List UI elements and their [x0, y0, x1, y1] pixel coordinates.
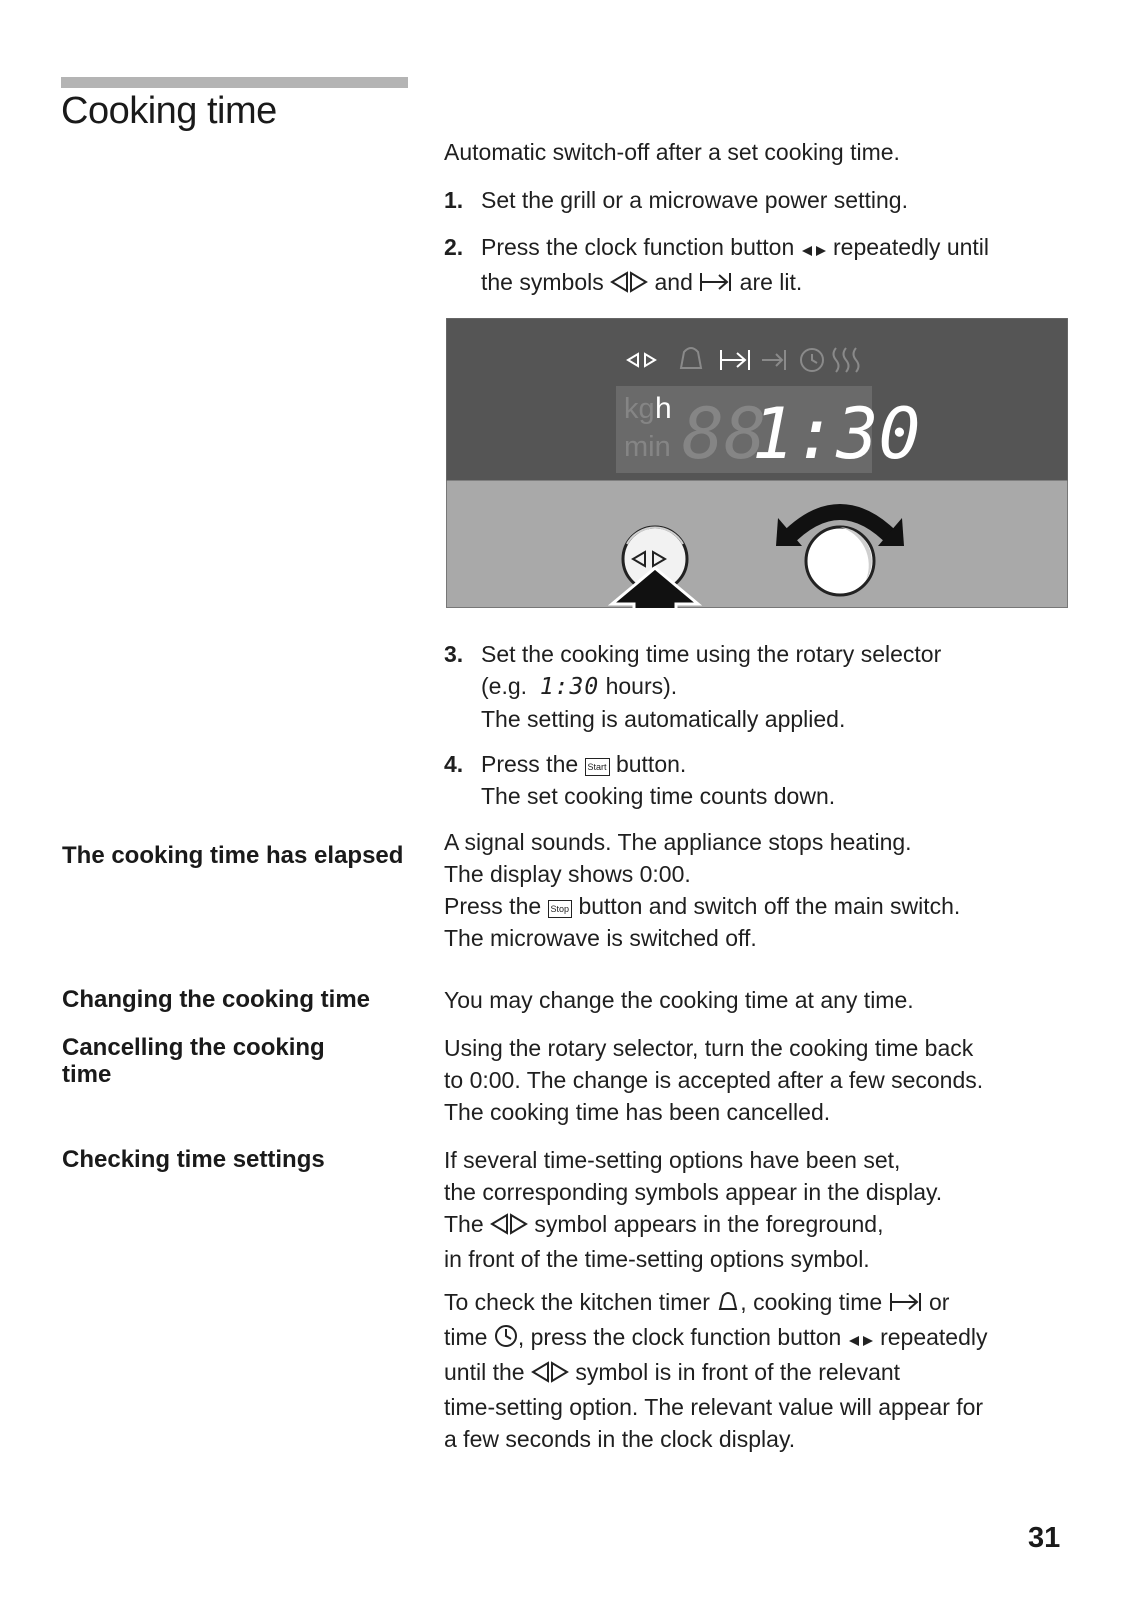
stop-button-icon: Stop	[548, 900, 573, 918]
intro-text: Automatic switch-off after a set cooking time.	[444, 139, 900, 165]
cooking-time-icon	[699, 269, 733, 301]
body-line: The microwave is switched off.	[444, 925, 757, 951]
page-number: 31	[1028, 1522, 1061, 1554]
body-line: to 0:00. The change is accepted after a few seconds.	[444, 1067, 984, 1093]
body-line: , press the clock function button	[517, 1324, 842, 1350]
body-line: until the	[444, 1359, 525, 1385]
step-text: the symbols	[481, 269, 604, 295]
select-arrows-icon	[610, 269, 648, 301]
step-text: Press the clock function button	[481, 234, 795, 260]
lcd-unit-h: h	[655, 392, 672, 425]
clock-icon	[494, 1324, 518, 1356]
body-line: The	[444, 1211, 484, 1237]
body-line: the corresponding symbols appear in the display.	[444, 1179, 943, 1205]
lcd-time: 1:30	[752, 393, 921, 475]
lcd-unit-kg: kg	[624, 393, 655, 425]
step-text: hours).	[605, 673, 678, 699]
bell-icon	[716, 1289, 740, 1321]
body-line: Using the rotary selector, turn the cooking time back	[444, 1035, 974, 1061]
body-line: symbol is in front of the relevant	[575, 1359, 901, 1385]
step-text: are lit.	[739, 269, 803, 295]
step-text: button.	[615, 751, 687, 777]
body-line: If several time-setting options have been set,	[444, 1147, 901, 1173]
step-text: (e.g.	[481, 673, 528, 699]
step-number: 2.	[444, 234, 464, 260]
body-line: time	[444, 1324, 488, 1350]
step-2	[444, 231, 1084, 295]
body-line: symbol appears in the foreground,	[534, 1211, 884, 1237]
body-line: button and switch off the main switch.	[578, 893, 961, 919]
step-text: repeatedly until	[833, 234, 990, 260]
heading-changing: Changing the cooking time	[62, 986, 371, 1013]
heading-cancelling: Cancelling the cooking time	[62, 1034, 325, 1088]
step-number: 4.	[444, 751, 464, 777]
step-number: 1.	[444, 187, 464, 213]
step-text: The set cooking time counts down.	[481, 783, 836, 809]
body-line: in front of the time-setting options symbol.	[444, 1246, 870, 1272]
cooking-time-icon	[889, 1289, 923, 1321]
body-line: To check the kitchen timer	[444, 1289, 710, 1315]
select-arrows-icon	[531, 1359, 569, 1391]
body-line: , cooking time	[740, 1289, 883, 1315]
checking-text-1	[444, 1144, 1084, 1275]
step-4	[444, 748, 1084, 812]
time-value: 1:30	[539, 674, 600, 700]
cancelling-text	[444, 1032, 1084, 1128]
body-line: Press the	[444, 893, 542, 919]
body-line: time-setting option. The relevant value will appear for	[444, 1394, 984, 1420]
heading-elapsed: The cooking time has elapsed	[62, 842, 404, 869]
clock-function-icon	[801, 234, 827, 266]
clock-function-icon	[848, 1324, 874, 1356]
step-text: Press the	[481, 751, 579, 777]
step-text: Set the cooking time using the rotary selector	[481, 641, 942, 667]
page-title: Cooking time	[61, 90, 277, 132]
body-line: A signal sounds. The appliance stops heating.	[444, 829, 912, 855]
body-line: a few seconds in the clock display.	[444, 1426, 796, 1452]
body-line: The display shows 0:00.	[444, 861, 691, 887]
changing-text: You may change the cooking time at any time.	[444, 987, 914, 1013]
body-line: or	[928, 1289, 950, 1315]
step-number: 3.	[444, 641, 464, 667]
step-3	[444, 638, 1084, 734]
step-text: Set the grill or a microwave power setting.	[481, 187, 908, 213]
body-line: The cooking time has been cancelled.	[444, 1099, 831, 1125]
step-1	[444, 184, 1084, 216]
step-text: The setting is automatically applied.	[481, 706, 846, 732]
step-text: and	[654, 269, 693, 295]
title-rule	[61, 77, 408, 88]
checking-text-2	[444, 1286, 1084, 1455]
control-panel-illustration	[446, 318, 1068, 608]
start-button-icon: Start	[585, 758, 610, 776]
select-arrows-icon	[490, 1211, 528, 1243]
elapsed-text	[444, 826, 1084, 954]
lcd-unit-min: min	[624, 431, 671, 463]
heading-checking: Checking time settings	[62, 1146, 325, 1173]
lcd-ghost-digits: 88	[682, 393, 767, 475]
body-line: repeatedly	[880, 1324, 988, 1350]
